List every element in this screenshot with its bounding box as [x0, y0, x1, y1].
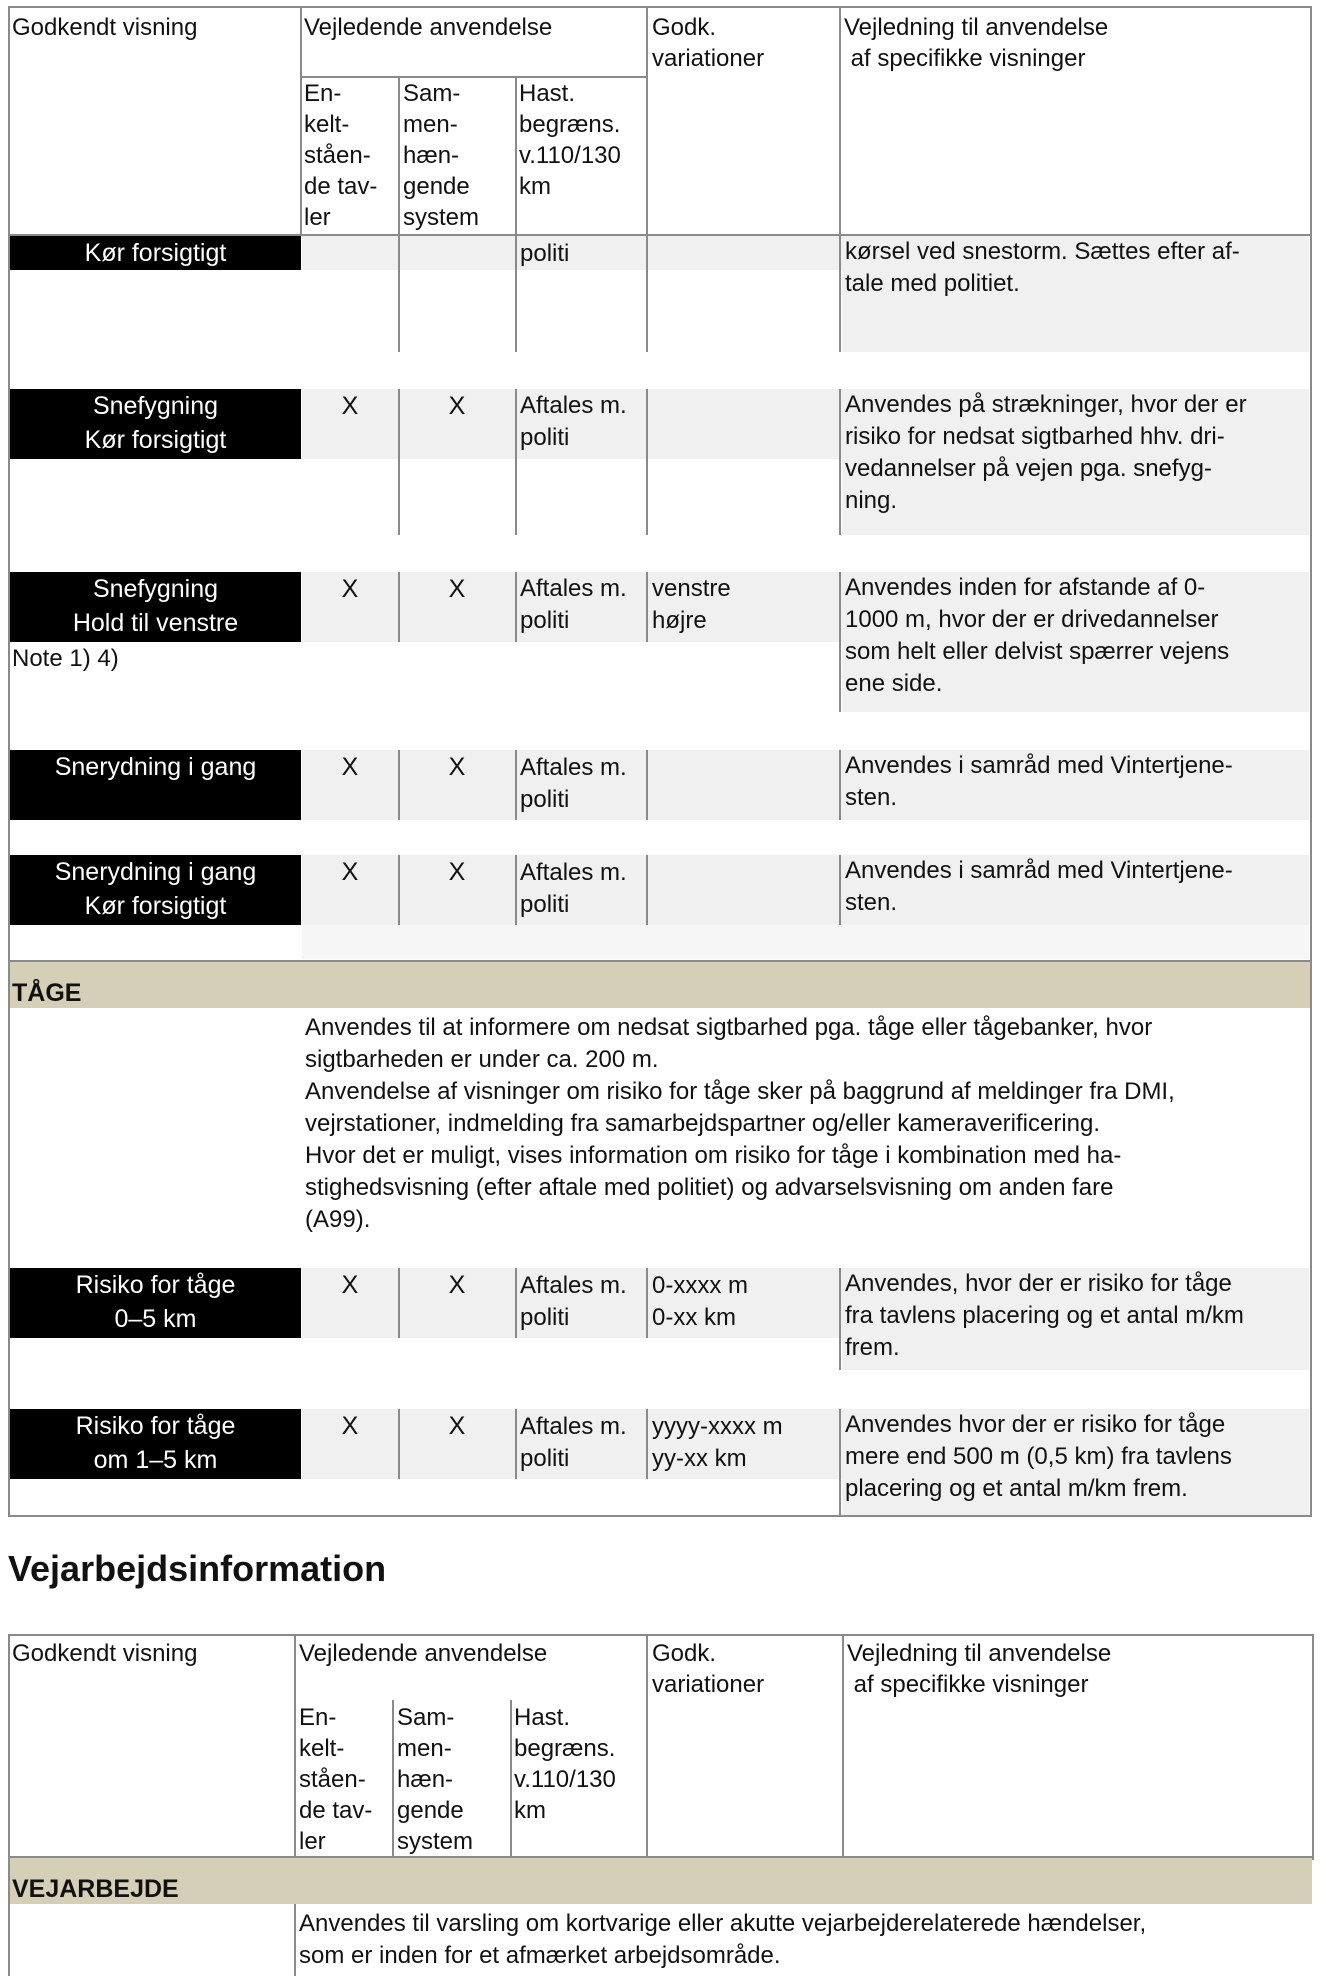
cell-divider [398, 1268, 400, 1338]
sign-display: Snerydning i gang [10, 750, 301, 820]
connected-system-mark: X [448, 575, 466, 603]
header-divider [839, 6, 841, 236]
header-divider [392, 1700, 394, 1856]
speed-limit-cell: Aftales m. politi [520, 859, 627, 918]
header-divider [398, 76, 400, 236]
guidance-cell: Anvendes, hvor der er risiko for tåge fra tavlens placering og et antal m/km frem. [845, 1270, 1244, 1361]
guidance-cell: Anvendes inden for afstande af 0- 1000 m, hvor der er drivedannelser som helt eller delvist spærrer vejens ene side. [845, 574, 1230, 697]
speed-limit-cell: Aftales m. politi [520, 1272, 627, 1331]
cell-divider [646, 855, 648, 925]
header-speed-limit: Hast. begræns. v.110/130 km [519, 80, 621, 200]
section-heading-roadwork-info: Vejarbejdsinformation [8, 1548, 387, 1589]
variations-cell: yyyy-xxxx m yy-xx km [652, 1413, 783, 1472]
single-sign-mark: X [341, 858, 359, 886]
cell-divider [646, 236, 648, 352]
guidance-cell: Anvendes i samråd med Vintertjene- sten. [845, 857, 1233, 916]
sign-display: Snerydning i gang Kør forsigtigt [10, 855, 301, 925]
variations-cell: 0-xxxx m 0-xx km [652, 1272, 748, 1331]
cell-divider [646, 389, 648, 535]
section-band [10, 1858, 1312, 1904]
cell-divider [515, 1268, 517, 1338]
speed-limit-cell: Aftales m. politi [520, 392, 627, 451]
speed-limit-cell: Aftales m. politi [520, 1413, 627, 1472]
header-divider [515, 76, 517, 236]
cell-divider [515, 1409, 517, 1479]
sign-display: Snefygning Kør forsigtigt [10, 389, 301, 459]
guidance-cell: kørsel ved snestorm. Sættes efter af- tale med politiet. [845, 238, 1240, 297]
cell-divider [515, 855, 517, 925]
sign-display: Risiko for tåge om 1–5 km [10, 1409, 301, 1479]
cell-divider [646, 1268, 648, 1338]
cell-divider [515, 236, 517, 352]
table-left-border [8, 1634, 10, 1976]
note-reference: Note 1) 4) [12, 645, 119, 672]
section-description-roadwork: Anvendes til varsling om kortvarige eller akutte vejarbejderelaterede hændelser, som er inden for et afmærket arbejdsområde. [299, 1910, 1147, 1969]
cell-divider [398, 572, 400, 642]
cell-divider [839, 1409, 841, 1515]
single-sign-mark: X [341, 575, 359, 603]
table-top-border [8, 6, 1312, 8]
header-approved-display: Godkendt visning [12, 1640, 198, 1667]
single-sign-mark: X [341, 1271, 359, 1299]
variations-cell: venstre højre [652, 575, 731, 634]
speed-limit-cell: Aftales m. politi [520, 575, 627, 634]
cell-divider [294, 1904, 296, 1976]
connected-system-mark: X [448, 1412, 466, 1440]
single-sign-mark: X [341, 753, 359, 781]
cell-divider [398, 1409, 400, 1479]
table-right-border [1310, 6, 1312, 1517]
cell-divider [839, 236, 841, 352]
cell-divider [398, 855, 400, 925]
guidance-cell: Anvendes i samråd med Vintertjene- sten. [845, 752, 1233, 811]
single-sign-mark: X [341, 1412, 359, 1440]
cell-divider [398, 750, 400, 820]
table-right-border [1312, 1634, 1314, 1860]
connected-system-mark: X [448, 753, 466, 781]
cell-divider [398, 389, 400, 535]
cell-divider [515, 572, 517, 642]
section-title-roadwork: VEJARBEJDE [12, 1875, 179, 1903]
cell-divider [398, 236, 400, 352]
sign-display: Kør forsigtigt [10, 236, 301, 270]
section-band [10, 962, 1310, 1008]
header-guidance: Vejledning til anvendelse af specifikke visninger [847, 1640, 1112, 1698]
header-divider [646, 1634, 648, 1856]
header-approved-display: Godkendt visning [12, 14, 198, 41]
connected-system-mark: X [448, 392, 466, 420]
connected-system-mark: X [448, 858, 466, 886]
table-bottom-border [8, 1515, 1312, 1517]
cell-divider [646, 750, 648, 820]
header-divider [294, 1634, 296, 1856]
table-top-border [8, 1634, 1312, 1636]
cell-divider [839, 750, 841, 820]
header-variations: Godk. variationer [652, 14, 765, 72]
speed-limit-cell: politi [520, 240, 570, 267]
guidance-cell: Anvendes på strækninger, hvor der er risiko for nedsat sigtbarhed hhv. dri- vedannelser på vejen pga. snefyg- ning. [845, 391, 1247, 514]
header-connected-system: Sam- men- hæn- gende system [403, 80, 480, 231]
header-guidance: Vejledning til anvendelse af specifikke visninger [844, 14, 1109, 72]
row-shade [302, 925, 1309, 959]
header-recommended-use: Vejledende anvendelse [304, 14, 553, 41]
header-connected-system: Sam- men- hæn- gende system [397, 1704, 474, 1855]
header-divider [510, 1700, 512, 1856]
cell-divider [839, 1268, 841, 1370]
single-sign-mark: X [341, 392, 359, 420]
cell-divider [646, 572, 648, 642]
sign-display: Risiko for tåge 0–5 km [10, 1268, 301, 1338]
header-divider [842, 1634, 844, 1856]
header-single-sign: En- kelt- ståen- de tav- ler [299, 1704, 373, 1855]
sign-display: Snefygning Hold til venstre [10, 572, 301, 642]
cell-divider [515, 750, 517, 820]
guidance-cell: Anvendes hvor der er risiko for tåge mere end 500 m (0,5 km) fra tavlens placering og et antal m/km frem. [845, 1411, 1232, 1502]
cell-divider [839, 855, 841, 925]
header-divider [646, 6, 648, 236]
cell-divider [839, 572, 841, 712]
header-variations: Godk. variationer [652, 1640, 765, 1698]
header-speed-limit: Hast. begræns. v.110/130 km [514, 1704, 616, 1824]
cell-divider [646, 1409, 648, 1479]
header-recommended-use: Vejledende anvendelse [299, 1640, 548, 1667]
cell-divider [515, 389, 517, 535]
speed-limit-cell: Aftales m. politi [520, 754, 627, 813]
header-single-sign: En- kelt- ståen- de tav- ler [304, 80, 378, 231]
cell-divider [839, 389, 841, 535]
section-title-fog: TÅGE [12, 979, 82, 1007]
section-description-fog: Anvendes til at informere om nedsat sigtbarhed pga. tåge eller tågebanker, hvor sigtbarheden er under ca. 200 m. Anvendelse af visninger om risiko for tåge sker på baggrund af meldinger fra DMI, vejrstationer, indmelding fra samarbejdspartner og/eller kameraverificering. Hvor det er muligt, vises information om risiko for tåge i kombination med ha- stighedsvisning (efter aftale med politiet) og advarselsvisning om anden fare (A99). [305, 1014, 1175, 1233]
connected-system-mark: X [448, 1271, 466, 1299]
header-divider [300, 6, 302, 236]
